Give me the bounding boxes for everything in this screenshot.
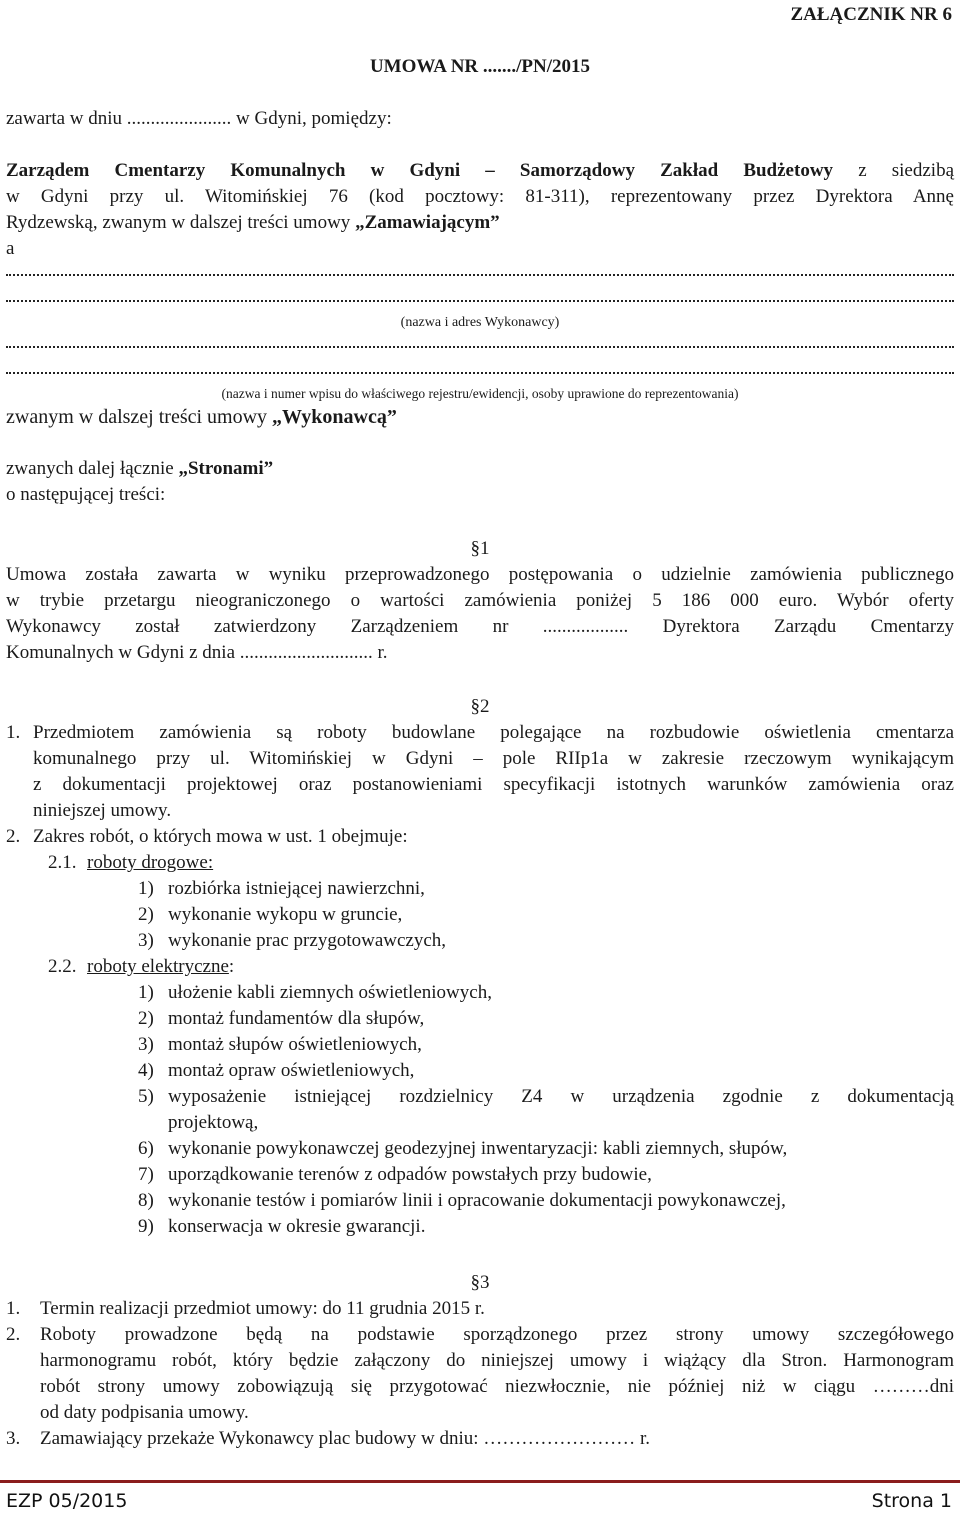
list-item: uporządkowanie terenów z odpadów powstałych przy budowie,	[168, 1164, 652, 1185]
group1-number: 2.1.	[48, 852, 77, 873]
party1-line1	[6, 158, 954, 184]
concluded-line: zawarta w dniu ...................... w Gdyni, pomiędzy:	[6, 108, 392, 129]
list-item-number: 2)	[138, 904, 154, 925]
list-item: rozbiórka istniejącej nawierzchni,	[168, 878, 425, 899]
party2-called-name: „Wykonawcą”	[272, 406, 397, 428]
party1-called-name: „Zamawiającym”	[355, 212, 500, 233]
list-item: konserwacja w okresie gwarancji.	[168, 1216, 426, 1237]
list-item-number: 3)	[138, 1034, 154, 1055]
footer-divider	[0, 1480, 960, 1483]
list-item: montaż słupów oświetleniowych,	[168, 1034, 422, 1055]
section2-p1-number: 1.	[6, 722, 21, 743]
section3-item-line: Zamawiający przekaże Wykonawcy plac budowy w dniu: …………………… r.	[40, 1428, 651, 1449]
section1-heading: §1	[470, 538, 490, 559]
section3-item-number: 1.	[6, 1298, 21, 1319]
list-item-number: 8)	[138, 1190, 154, 1211]
contractor-caption-register: (nazwa i numer wpisu do właściwego rejestru/ewidencji, osoby uprawione do reprezentowania)	[221, 386, 739, 401]
list-item-number: 1)	[138, 878, 154, 899]
section3-item-line: robót strony umowy zobowiązują się przygotować niezwłocznie, nie później niż w ciągu ………dni	[40, 1376, 954, 1397]
group2-number: 2.2.	[48, 956, 77, 977]
section3-item-line: Roboty prowadzone będą na podstawie sporządzonego przez strony umowy szczegółowego	[40, 1324, 954, 1345]
party1-name: Zarządem Cmentarzy Komunalnych w Gdyni – Samorządowy Zakład Budżetowy	[6, 160, 834, 181]
contractor-name-fill-line	[6, 268, 954, 276]
list-item-number: 5)	[138, 1086, 154, 1107]
section2-p1-line: Przedmiotem zamówienia są roboty budowlane polegające na rozbudowie oświetlenia cmentarza	[33, 722, 954, 743]
party1-line2: w Gdyni przy ul. Witomińskiej 76 (kod pocztowy: 81-311), reprezentowany przez Dyrektora Annę	[6, 186, 954, 207]
party1-seat: z siedzibą	[858, 160, 955, 181]
list-item: wykonanie testów i pomiarów linii i opracowanie dokumentacji powykonawczej,	[168, 1190, 786, 1211]
party2-called-text: zwanym w dalszej treści umowy	[6, 406, 273, 428]
section3-item-line: od daty podpisania umowy.	[40, 1402, 249, 1423]
list-item: montaż opraw oświetleniowych,	[168, 1060, 415, 1081]
list-item: montaż fundamentów dla słupów,	[168, 1008, 425, 1029]
section2-p2-number: 2.	[6, 826, 21, 847]
group1-title	[87, 850, 954, 876]
list-item: wykonanie powykonawczej geodezyjnej inwentaryzacji: kabli ziemnych, słupów,	[168, 1138, 788, 1159]
list-item-continued: projektową,	[168, 1112, 259, 1133]
parties-together-text: zwanych dalej łącznie	[6, 458, 179, 479]
group2-title-colon: :	[228, 956, 235, 977]
list-item: wykonanie prac przygotowawczych,	[168, 930, 447, 951]
section2-p2-text: Zakres robót, o których mowa w ust. 1 obejmuje:	[33, 826, 408, 847]
section3-item-number: 2.	[6, 1324, 21, 1345]
list-item-number: 1)	[138, 982, 154, 1003]
footer-reference: EZP 05/2015	[6, 1490, 128, 1512]
section2-heading: §2	[470, 696, 490, 717]
section1-line: Wykonawcy został zatwierdzony Zarządzeniem nr .................. Dyrektora Zarządu Cmentarzy	[6, 616, 954, 637]
parties-name: „Stronami”	[178, 458, 274, 479]
section2-p1-line: z dokumentacji projektowej oraz postanowieniami specyfikacji istotnych warunków zamówienia oraz	[33, 774, 954, 795]
section3-item-line: Termin realizacji przedmiot umowy: do 11 grudnia 2015 r.	[40, 1298, 485, 1319]
group2-title	[87, 954, 954, 980]
section3-item-number: 3.	[6, 1428, 21, 1449]
list-item-number: 7)	[138, 1164, 154, 1185]
group2-title-text: roboty elektryczne	[87, 956, 229, 977]
list-item: ułożenie kabli ziemnych oświetleniowych,	[168, 982, 492, 1003]
contractor-register-fill-line	[6, 340, 954, 348]
party2-called	[6, 404, 954, 430]
list-item: wyposażenie istniejącej rozdzielnicy Z4 w urządzenia zgodnie z dokumentacją	[168, 1086, 954, 1107]
contractor-address-fill-line	[6, 294, 954, 302]
group1-title-text: roboty drogowe:	[87, 852, 214, 873]
section2-p1-line: niniejszej umowy.	[33, 800, 172, 821]
contractor-representative-fill-line	[6, 366, 954, 374]
section1-line: w trybie przetargu nieograniczonego o wartości zamówienia poniżej 5 186 000 euro. Wybór oferty	[6, 590, 954, 611]
parties-together	[6, 456, 954, 482]
section1-line: Umowa została zawarta w wyniku przeprowadzonego postępowania o udzielnie zamówienia publicznego	[6, 564, 954, 585]
content-intro: o następującej treści:	[6, 484, 166, 505]
list-item-number: 3)	[138, 930, 154, 951]
list-item-number: 9)	[138, 1216, 154, 1237]
connector-a: a	[6, 238, 15, 259]
contractor-caption-name: (nazwa i adres Wykonawcy)	[400, 315, 560, 330]
section3-item-line: harmonogramu robót, który będzie załączony do niniejszej umowy i wiążący dla Stron. Harmonogram	[40, 1350, 954, 1371]
section1-line: Komunalnych w Gdyni z dnia ............................ r.	[6, 642, 388, 663]
list-item-number: 2)	[138, 1008, 154, 1029]
contract-title: UMOWA NR ......./PN/2015	[369, 56, 591, 77]
section3-heading: §3	[470, 1272, 490, 1293]
attachment-label: ZAŁĄCZNIK NR 6	[790, 4, 952, 25]
footer-page-number: Strona 1	[871, 1490, 952, 1512]
section2-p1-line: komunalnego przy ul. Witomińskiej w Gdyni – pole RIIp1a w zakresie rzeczowym wynikającym	[33, 748, 954, 769]
party1-called-text: Rydzewską, zwanym w dalszej treści umowy	[6, 212, 356, 233]
list-item-number: 4)	[138, 1060, 154, 1081]
list-item-number: 6)	[138, 1138, 154, 1159]
list-item: wykonanie wykopu w gruncie,	[168, 904, 403, 925]
party1-line3	[6, 210, 954, 236]
